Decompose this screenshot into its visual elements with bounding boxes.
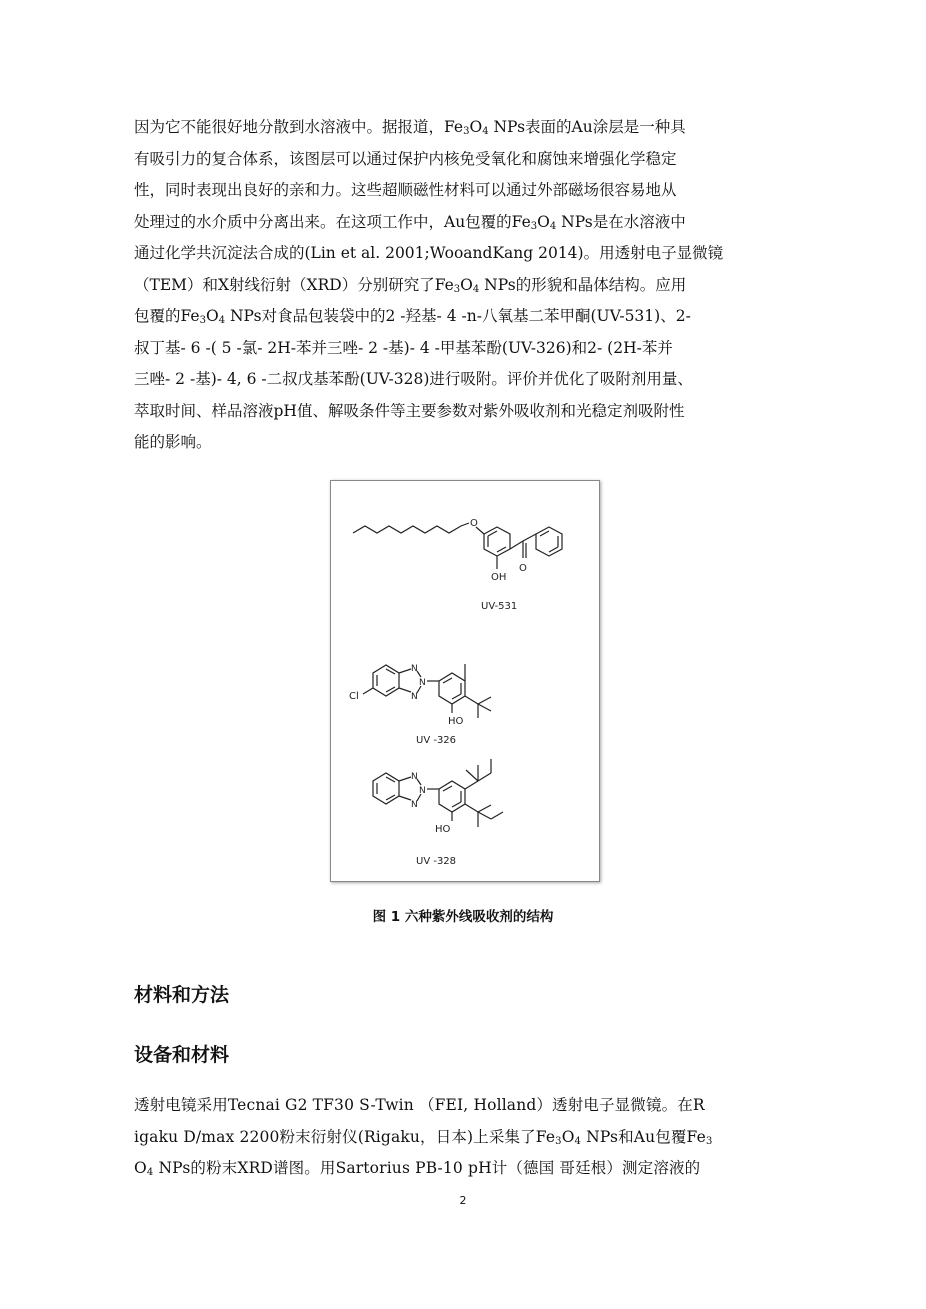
text-line: $O_4$ NPs的粉末XRD谱图。用Sartorius PB-10 pH计（德国 哥廷根）测定溶液的 bbox=[134, 1159, 701, 1178]
text-line: 性，同时表现出良好的亲和力。这些超顺磁性材料可以通过外部磁场很容易地从 bbox=[134, 181, 677, 199]
carbonyl-o-label: O bbox=[519, 563, 527, 574]
page-number: 2 bbox=[459, 1194, 467, 1207]
intro-paragraph bbox=[134, 112, 796, 459]
equipment-paragraph bbox=[134, 1090, 796, 1185]
figure-structures bbox=[330, 480, 600, 882]
text-line: （TEM）和X射线衍射（XRD）分别研究了$Fe_3O_4$ NPs的形貌和晶体结构。应用 bbox=[134, 275, 687, 295]
subsection-heading-equipment: 设备和材料 bbox=[134, 1044, 230, 1066]
section-heading-materials-methods: 材料和方法 bbox=[134, 984, 230, 1006]
text-line: 包覆的$Fe_3O_4$ NPs对食品包装袋中的2 -羟基- 4 -n-八氧基二苯甲酮(UV-531)、2- bbox=[134, 307, 691, 326]
label-uv531: UV-531 bbox=[481, 601, 518, 612]
hydroxyl-label-3: HO bbox=[435, 824, 451, 835]
label-uv328: UV -328 bbox=[416, 856, 457, 867]
hydroxyl-label-2: HO bbox=[448, 716, 464, 727]
text-line: 处理过的水介质中分离出来。在这项工作中，Au包覆的$Fe_3O_4$ NPs是在水溶液中 bbox=[134, 212, 686, 232]
label-uv326: UV -326 bbox=[416, 735, 457, 746]
figure-caption: 图 1 六种紫外线吸收剂的结构 bbox=[372, 909, 554, 925]
text-line: 叔丁基- 6 -( 5 -氯- 2H-苯并三唑- 2 -基)- 4 -甲基苯酚(UV-326)和2- (2H-苯并 bbox=[134, 338, 673, 357]
triazole-n6: N bbox=[411, 800, 418, 810]
triazole-n4: N bbox=[411, 772, 418, 782]
structures-drawing bbox=[331, 481, 599, 881]
text-line: igaku D/max 2200粉末衍射仪(Rigaku，日本)上采集了$Fe_3O_4$ NPs和Au包覆$Fe_3$ bbox=[134, 1127, 713, 1147]
text-line: 三唑- 2 -基)- 4, 6 -二叔戊基苯酚(UV-328)进行吸附。评价并优化了吸附剂用量、 bbox=[134, 370, 693, 388]
text-line: 透射电镜采用Tecnai G2 TF30 S-Twin （FEI, Holland）透射电子显微镜。在R bbox=[134, 1096, 705, 1114]
triazole-n3: N bbox=[411, 692, 418, 702]
text-line: 有吸引力的复合体系，该图层可以通过保护内核免受氧化和腐蚀来增强化学稳定 bbox=[134, 149, 677, 168]
text-line: 通过化学共沉淀法合成的(Lin et al. 2001;WooandKang 2014)。用透射电子显微镜 bbox=[134, 244, 724, 262]
text-line: 因为它不能很好地分散到水溶液中。据报道，$Fe_3O_4$ NPs表面的Au涂层是一种具 bbox=[134, 118, 686, 137]
octyl-chain bbox=[353, 523, 469, 533]
chloro-label: Cl bbox=[349, 691, 359, 702]
hydroxyl-label: OH bbox=[491, 572, 507, 583]
oxygen-label: O bbox=[470, 518, 478, 529]
triazole-n5: N bbox=[419, 786, 426, 796]
triazole-n1: N bbox=[411, 664, 418, 674]
triazole-n2: N bbox=[419, 678, 426, 688]
text-line: 萃取时间、样品溶液pH值、解吸条件等主要参数对紫外吸收剂和光稳定剂吸附性 bbox=[134, 401, 685, 420]
text-line: 能的影响。 bbox=[134, 433, 212, 451]
